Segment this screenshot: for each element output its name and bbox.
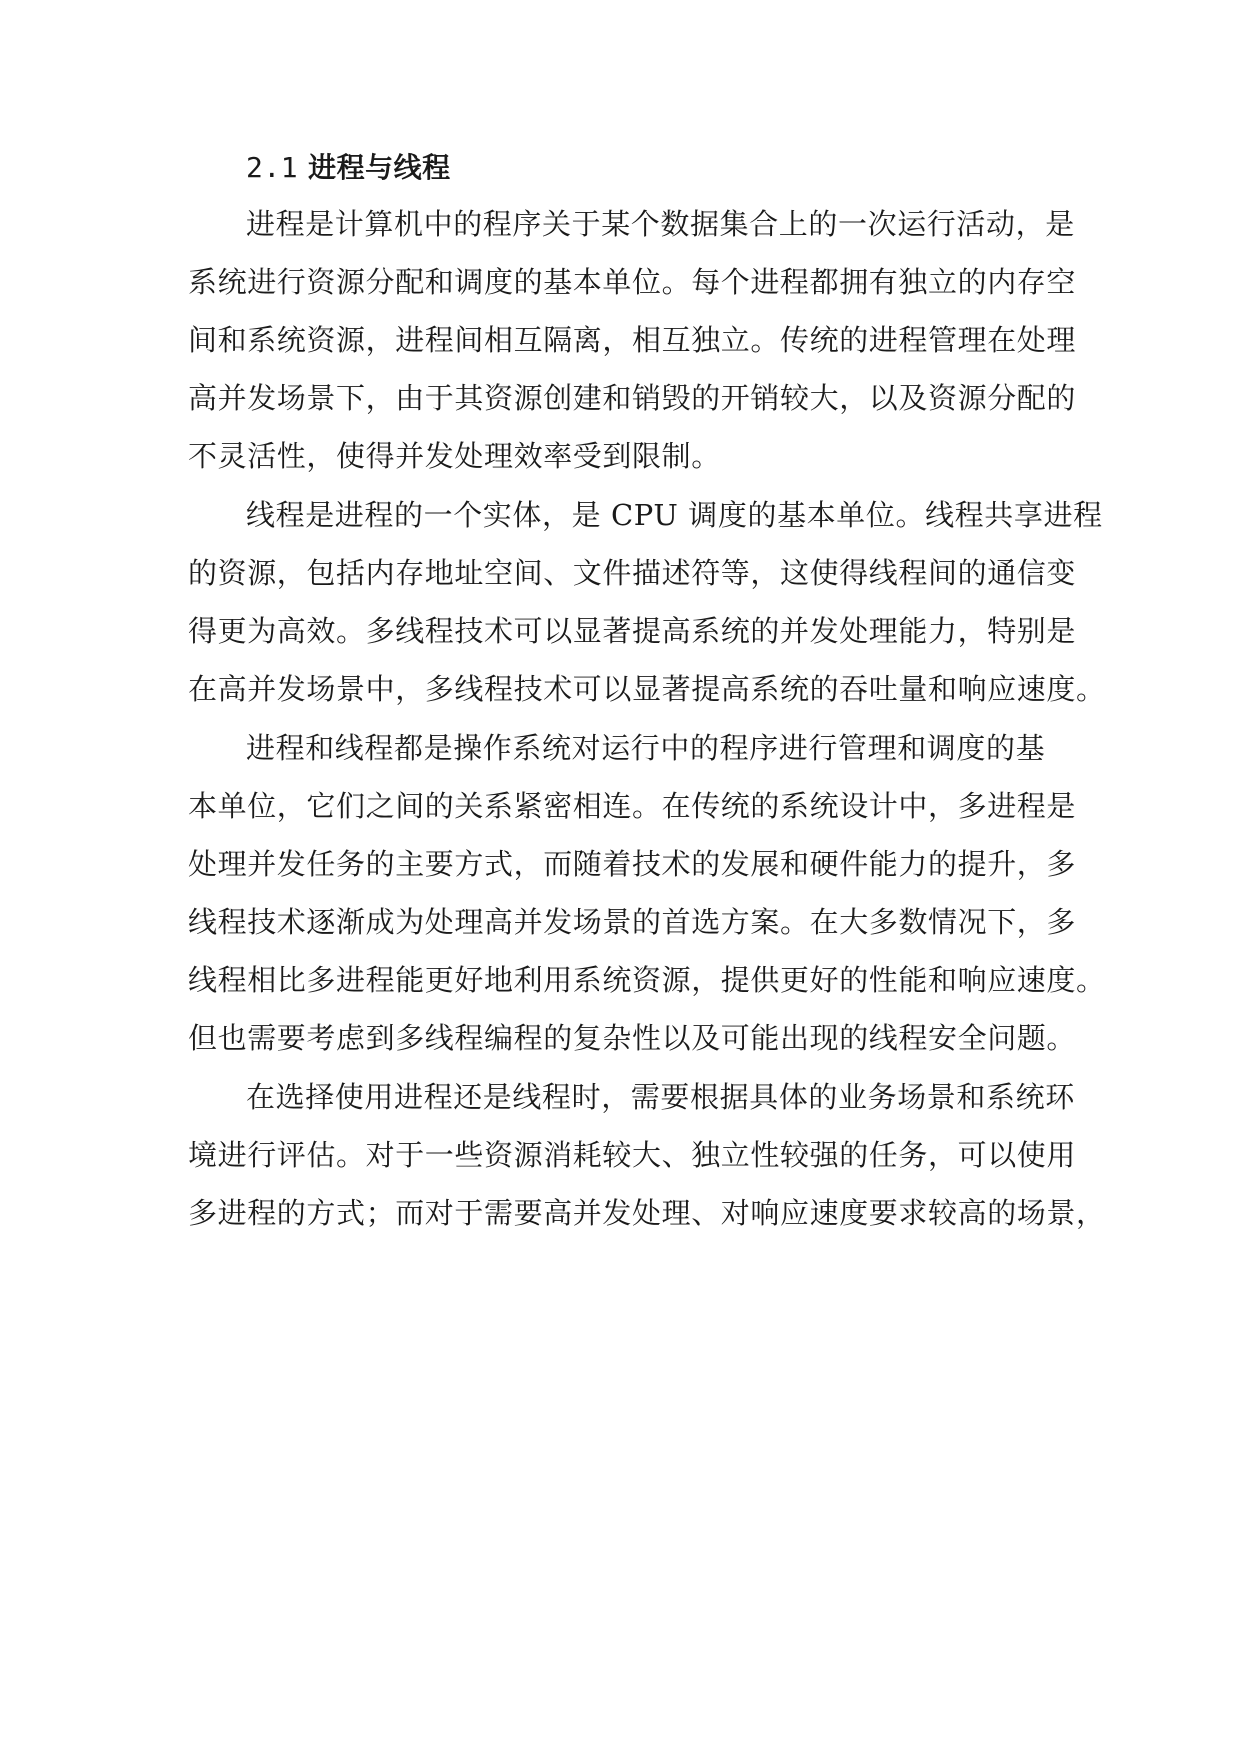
paragraph-3-line-3: 处理并发任务的主要方式，而随着技术的发展和硬件能力的提升，多 (188, 847, 1077, 881)
paragraph-2-line-4: 在高并发场景中，多线程技术可以显著提高系统的吞吐量和响应速度。 (188, 672, 1106, 706)
paragraph-3-line-6: 但也需要考虑到多线程编程的复杂性以及可能出现的线程安全问题。 (188, 1021, 1077, 1055)
paragraph-4-line-1: 在选择使用进程还是线程时，需要根据具体的业务场景和系统环 (246, 1080, 1075, 1114)
paragraph-1-line-2: 系统进行资源分配和调度的基本单位。每个进程都拥有独立的内存空 (188, 265, 1077, 299)
section-heading (246, 148, 451, 188)
paragraph-3-line-2: 本单位，它们之间的关系紧密相连。在传统的系统设计中，多进程是 (188, 789, 1077, 823)
paragraph-1-line-5: 不灵活性，使得并发处理效率受到限制。 (188, 439, 721, 473)
paragraph-4-line-2: 境进行评估。对于一些资源消耗较大、独立性较强的任务，可以使用 (188, 1138, 1077, 1172)
paragraph-3-line-4: 线程技术逐渐成为处理高并发场景的首选方案。在大多数情况下，多 (188, 905, 1077, 939)
paragraph-1-line-1: 进程是计算机中的程序关于某个数据集合上的一次运行活动，是 (246, 207, 1075, 241)
paragraph-2-line-3: 得更为高效。多线程技术可以显著提高系统的并发处理能力，特别是 (188, 614, 1077, 648)
section-number: 2.1 (246, 151, 299, 184)
paragraph-3-line-1: 进程和线程都是操作系统对运行中的程序进行管理和调度的基 (246, 731, 1046, 765)
paragraph-3-line-5: 线程相比多进程能更好地利用系统资源，提供更好的性能和响应速度。 (188, 963, 1106, 997)
paragraph-2-line-1: 线程是进程的一个实体，是 CPU 调度的基本单位。线程共享进程 (246, 498, 1103, 532)
paragraph-4-line-3: 多进程的方式；而对于需要高并发处理、对响应速度要求较高的场景， (188, 1196, 1106, 1230)
section-title: 进程与线程 (308, 151, 451, 184)
paragraph-1-line-3: 间和系统资源，进程间相互隔离，相互独立。传统的进程管理在处理 (188, 323, 1077, 357)
paragraph-2-line-2: 的资源，包括内存地址空间、文件描述符等，这使得线程间的通信变 (188, 556, 1077, 590)
paragraph-1-line-4: 高并发场景下，由于其资源创建和销毁的开销较大，以及资源分配的 (188, 381, 1077, 415)
